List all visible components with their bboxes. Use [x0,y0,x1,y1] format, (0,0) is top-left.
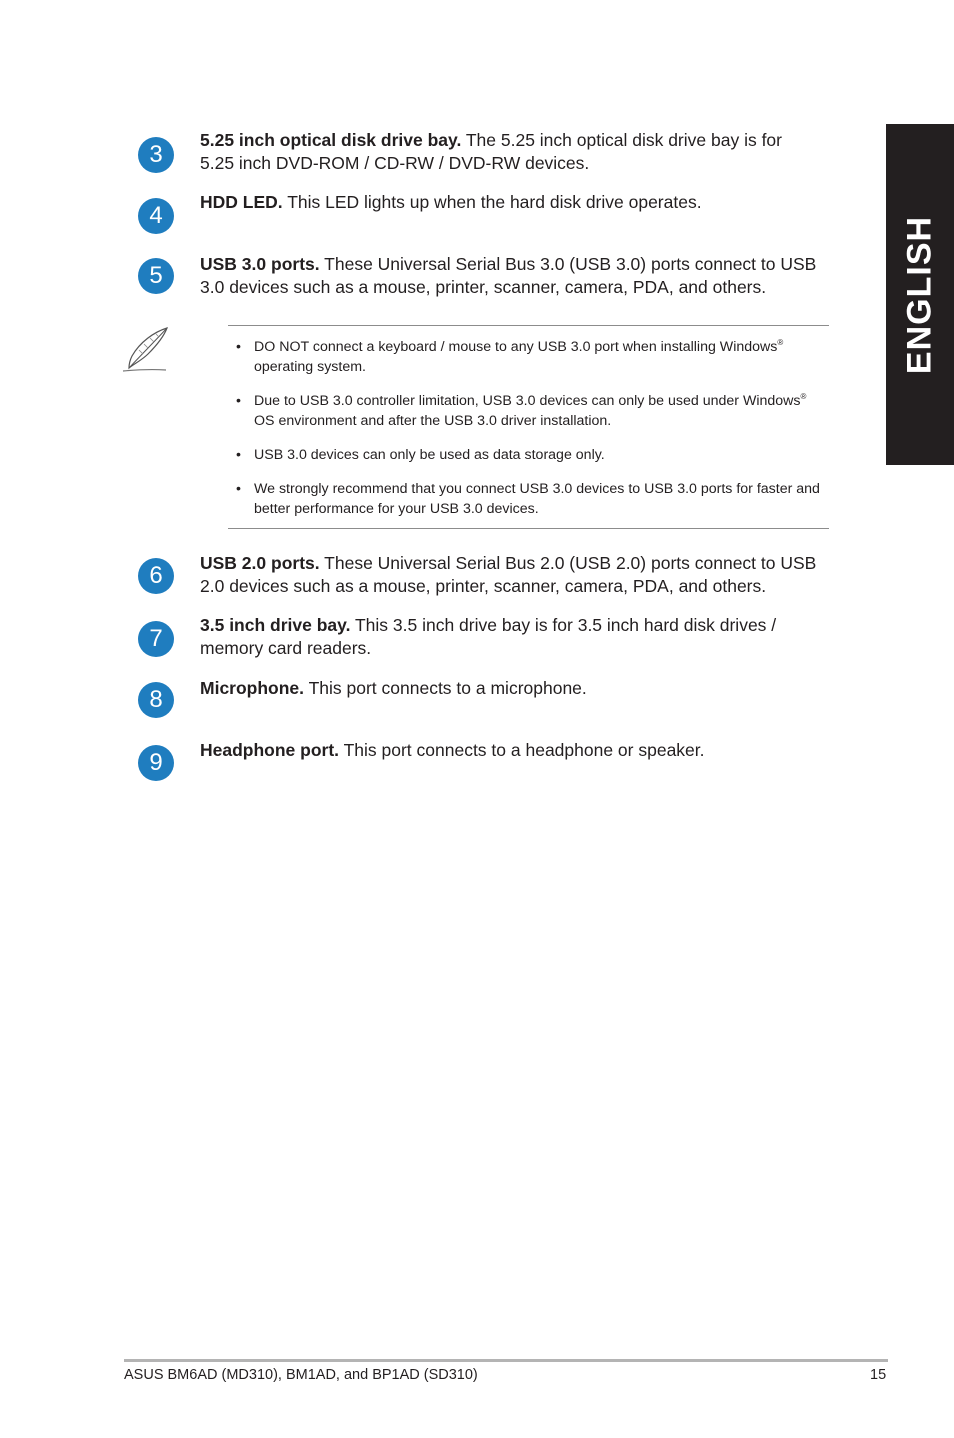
number-badge: 8 [138,682,174,718]
feature-text [200,552,820,598]
footer-product-name: ASUS BM6AD (MD310), BM1AD, and BP1AD (SD310) [124,1367,478,1383]
note-text: USB 3.0 devices can only be used as data storage only. [254,447,605,463]
feature-description: These Universal Serial Bus 2.0 (USB 2.0) ports connect to USB 2.0 devices such as a mouse, printer, scanner, camera, PDA, and others. [200,553,817,596]
feature-title: Microphone. [200,678,305,698]
feature-title: 3.5 inch drive bay. [200,615,351,635]
bullet-dot: • [236,481,241,497]
bullet-dot: • [236,447,241,463]
feather-quill-icon [120,326,170,374]
feature-description: This port connects to a microphone. [308,678,587,698]
feature-description: These Universal Serial Bus 3.0 (USB 3.0) ports connect to USB 3.0 devices such as a mouse, printer, scanner, camera, PDA, and others. [200,254,817,297]
bullet-dot: • [236,393,241,409]
number-badge: 5 [138,258,174,294]
number-badge: 7 [138,621,174,657]
feature-title: USB 2.0 ports. [200,553,320,573]
note-box [228,325,829,529]
language-tab-label: ENGLISH [900,215,939,374]
registered-mark: ® [800,392,807,401]
feature-text [200,677,820,700]
number-badge: 3 [138,137,174,173]
feature-title: HDD LED. [200,192,283,212]
feature-title: USB 3.0 ports. [200,254,320,274]
page-number: 15 [870,1367,887,1383]
note-text: Due to USB 3.0 controller limitation, USB 3.0 devices can only be used under Windows [254,393,801,409]
language-tab [886,124,954,465]
number-badge: 6 [138,558,174,594]
note-text: operating system. [254,359,366,375]
note-text: OS environment and after the USB 3.0 driver installation. [254,413,612,429]
feature-description: This LED lights up when the hard disk drive operates. [287,192,702,212]
feature-title: Headphone port. [200,740,340,760]
feature-text [200,253,820,299]
registered-mark: ® [777,338,784,347]
feature-text [200,739,820,762]
bullet-dot: • [236,339,241,355]
feature-text [200,129,820,175]
note-text: DO NOT connect a keyboard / mouse to any USB 3.0 port when installing Windows [254,339,778,355]
feature-text [200,191,820,214]
footer-divider [124,1359,888,1362]
number-badge: 9 [138,745,174,781]
feature-title: 5.25 inch optical disk drive bay. [200,130,462,150]
feature-description: This port connects to a headphone or speaker. [343,740,705,760]
note-text: We strongly recommend that you connect USB 3.0 devices to USB 3.0 ports for faster and better performance for your USB 3.0 devices. [254,481,820,517]
feature-description: This 3.5 inch drive bay is for 3.5 inch hard disk drives / memory card readers. [200,615,777,658]
feature-description: The 5.25 inch optical disk drive bay is for 5.25 inch DVD-ROM / CD-RW / DVD-RW devices. [200,130,782,173]
number-badge: 4 [138,198,174,234]
feature-text [200,614,820,660]
